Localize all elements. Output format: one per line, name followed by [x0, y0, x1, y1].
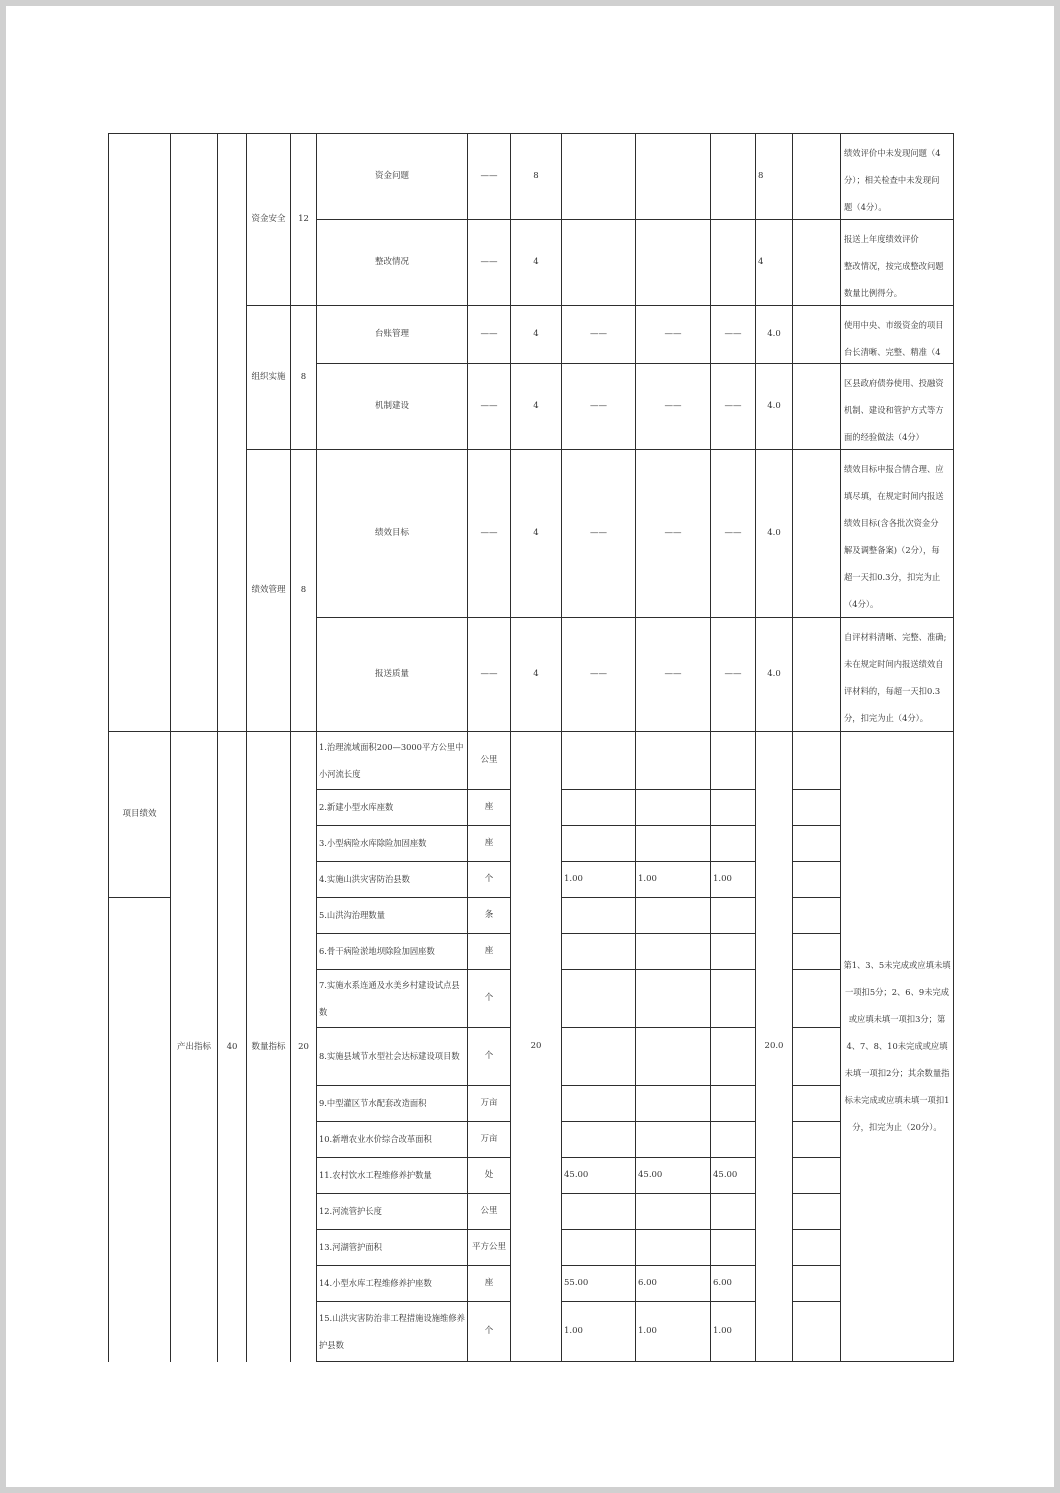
indicator-name: 7.实施水系连通及水美乡村建设试点县数 [316, 969, 468, 1028]
indicator-value-1: —— [561, 305, 636, 364]
quantity-group-result: 20.0 [755, 731, 793, 1362]
indicator-value-3 [710, 1229, 756, 1266]
indicator-deviation [792, 305, 841, 364]
indicator-value-1 [561, 933, 636, 970]
indicator-unit: 个 [467, 1301, 511, 1362]
level1-cell-empty [108, 897, 171, 1362]
indicator-value-1 [561, 1085, 636, 1122]
indicator-result: 8 [755, 133, 793, 220]
indicator-value-1 [561, 731, 636, 790]
indicator-value-3: 6.00 [710, 1265, 756, 1302]
level3-fund-safety: 资金安全 [246, 133, 291, 306]
indicator-value-3 [710, 1027, 756, 1086]
indicator-value-1 [561, 969, 636, 1028]
scoring-rule: 绩效评价中未发现问题（4 分）；相关检查中未发现问 题（4分）。 [840, 133, 954, 220]
indicator-value-3 [710, 789, 756, 826]
indicator-unit: 座 [467, 825, 511, 862]
indicator-unit: 公里 [467, 731, 511, 790]
indicator-name: 15.山洪灾害防治非工程措施设施维修养护县数 [316, 1301, 468, 1362]
level3-perf-mgmt: 绩效管理 [246, 449, 291, 732]
indicator-value-2 [635, 219, 711, 306]
indicator-name: 14.小型水库工程维修养护座数 [316, 1265, 468, 1302]
indicator-value-2 [635, 731, 711, 790]
indicator-value-2 [635, 969, 711, 1028]
indicator-name: 机制建设 [316, 363, 468, 450]
indicator-value-1: —— [561, 617, 636, 732]
scoring-rule: 区县政府债券使用、投融资 机制、建设和管护方式等方 面的经验做法（4分） [840, 363, 954, 450]
weight-cell-continued [217, 133, 247, 732]
indicator-value-2: —— [635, 305, 711, 364]
indicator-result: 4.0 [755, 305, 793, 364]
quantity-group-score: 20 [510, 731, 562, 1362]
indicator-value-2 [635, 825, 711, 862]
indicator-value-1: —— [561, 363, 636, 450]
level2-output: 产出指标 [170, 731, 218, 1362]
indicator-value-1 [561, 789, 636, 826]
indicator-name: 绩效目标 [316, 449, 468, 618]
indicator-deviation [792, 1121, 841, 1158]
scoring-rule: 自评材料清晰、完整、准确; 未在规定时间内报送绩效自 评材料的，每超一天扣0.3 分，扣完为止（4分）。 [840, 617, 954, 732]
indicator-unit: 个 [467, 1027, 511, 1086]
indicator-value-2: —— [635, 617, 711, 732]
indicator-deviation [792, 1265, 841, 1302]
indicator-deviation [792, 363, 841, 450]
indicator-name: 5.山洪沟治理数量 [316, 897, 468, 934]
indicator-value-2 [635, 1193, 711, 1230]
indicator-unit: 公里 [467, 1193, 511, 1230]
indicator-unit: 座 [467, 1265, 511, 1302]
indicator-value-3 [710, 933, 756, 970]
indicator-value-1 [561, 133, 636, 220]
level3-org-impl: 组织实施 [246, 305, 291, 450]
indicator-name: 台账管理 [316, 305, 468, 364]
indicator-value-2 [635, 1027, 711, 1086]
indicator-value-2 [635, 1229, 711, 1266]
indicator-name: 13.河湖管护面积 [316, 1229, 468, 1266]
indicator-name: 11.农村饮水工程维修养护数量 [316, 1157, 468, 1194]
indicator-value-3: 45.00 [710, 1157, 756, 1194]
scoring-rule: 报送上年度绩效评价 整改情况，按完成整改问题 数量比例得分。 [840, 219, 954, 306]
level3-perf-mgmt-score: 8 [290, 449, 317, 732]
indicator-name: 9.中型灌区节水配套改造面积 [316, 1085, 468, 1122]
indicator-value-3 [710, 897, 756, 934]
indicator-value-2 [635, 789, 711, 826]
indicator-deviation [792, 731, 841, 790]
indicator-result: 4 [755, 219, 793, 306]
level1-cell-continued [108, 133, 171, 732]
indicator-value-3: 1.00 [710, 861, 756, 898]
indicator-name: 整改情况 [316, 219, 468, 306]
indicator-unit: 万亩 [467, 1085, 511, 1122]
indicator-value-1: 1.00 [561, 861, 636, 898]
indicator-value-2: 6.00 [635, 1265, 711, 1302]
indicator-unit: 座 [467, 789, 511, 826]
indicator-unit: —— [467, 617, 511, 732]
indicator-name: 10.新增农业水价综合改革面积 [316, 1121, 468, 1158]
indicator-value-1 [561, 1229, 636, 1266]
indicator-name: 报送质量 [316, 617, 468, 732]
indicator-score: 4 [510, 363, 562, 450]
indicator-value-1 [561, 1027, 636, 1086]
indicator-value-1: 45.00 [561, 1157, 636, 1194]
indicator-score: 8 [510, 133, 562, 220]
indicator-deviation [792, 1301, 841, 1362]
indicator-deviation [792, 617, 841, 732]
indicator-unit: 条 [467, 897, 511, 934]
level1-performance: 项目绩效 [108, 731, 171, 898]
indicator-name: 1.治理流域面积200—3000平方公里中小河流长度 [316, 731, 468, 790]
level2-cell-continued [170, 133, 218, 732]
indicator-unit: 个 [467, 969, 511, 1028]
scoring-rule: 绩效目标申报合情合理、应 填尽填，在规定时间内报送 绩效目标(含各批次资金分 解及调整备案)（2分），每 超一天扣0.3分，扣完为止 （4分）。 [840, 449, 954, 618]
indicator-value-3 [710, 969, 756, 1028]
indicator-deviation [792, 1193, 841, 1230]
indicator-value-2 [635, 897, 711, 934]
indicator-unit: —— [467, 363, 511, 450]
indicator-value-3 [710, 219, 756, 306]
indicator-value-1 [561, 825, 636, 862]
indicator-unit: 座 [467, 933, 511, 970]
indicator-result: 4.0 [755, 617, 793, 732]
indicator-result: 4.0 [755, 449, 793, 618]
scoring-rule: 使用中央、市级资金的项目 台长清晰、完整、精准（4 [840, 305, 954, 364]
indicator-value-2 [635, 933, 711, 970]
level3-fund-safety-score: 12 [290, 133, 317, 306]
indicator-value-1 [561, 1193, 636, 1230]
indicator-unit: 处 [467, 1157, 511, 1194]
indicator-value-3: 1.00 [710, 1301, 756, 1362]
level3-quantity: 数量指标 [246, 731, 291, 1362]
indicator-value-3 [710, 731, 756, 790]
document-page [6, 6, 1054, 1487]
indicator-value-2 [635, 1085, 711, 1122]
indicator-deviation [792, 1229, 841, 1266]
indicator-deviation [792, 789, 841, 826]
indicator-value-3 [710, 1121, 756, 1158]
indicator-unit: 个 [467, 861, 511, 898]
indicator-value-2 [635, 133, 711, 220]
indicator-score: 4 [510, 449, 562, 618]
indicator-value-1 [561, 1121, 636, 1158]
level3-org-impl-score: 8 [290, 305, 317, 450]
indicator-deviation [792, 825, 841, 862]
indicator-name: 2.新建小型水库座数 [316, 789, 468, 826]
indicator-score: 4 [510, 219, 562, 306]
indicator-name: 8.实施县域节水型社会达标建设项目数 [316, 1027, 468, 1086]
indicator-value-3: —— [710, 449, 756, 618]
indicator-value-3: —— [710, 363, 756, 450]
indicator-deviation [792, 1027, 841, 1086]
indicator-deviation [792, 449, 841, 618]
indicator-unit: —— [467, 219, 511, 306]
indicator-deviation [792, 1157, 841, 1194]
indicator-unit: —— [467, 305, 511, 364]
indicator-deviation [792, 1085, 841, 1122]
indicator-name: 6.骨干病险淤地坝除险加固座数 [316, 933, 468, 970]
indicator-value-3: —— [710, 305, 756, 364]
indicator-unit: 万亩 [467, 1121, 511, 1158]
indicator-value-1: 55.00 [561, 1265, 636, 1302]
indicator-score: 4 [510, 305, 562, 364]
indicator-value-2: —— [635, 363, 711, 450]
indicator-deviation [792, 933, 841, 970]
indicator-deviation [792, 969, 841, 1028]
indicator-value-3 [710, 1193, 756, 1230]
indicator-result: 4.0 [755, 363, 793, 450]
indicator-deviation [792, 861, 841, 898]
indicator-score: 4 [510, 617, 562, 732]
indicator-value-1: —— [561, 449, 636, 618]
indicator-name: 3.小型病险水库除险加固座数 [316, 825, 468, 862]
indicator-unit: —— [467, 133, 511, 220]
indicator-value-2: 1.00 [635, 1301, 711, 1362]
weight-output: 40 [217, 731, 247, 1362]
indicator-value-2: 45.00 [635, 1157, 711, 1194]
indicator-deviation [792, 133, 841, 220]
indicator-value-1 [561, 219, 636, 306]
indicator-value-1 [561, 897, 636, 934]
indicator-value-3: —— [710, 617, 756, 732]
indicator-value-1: 1.00 [561, 1301, 636, 1362]
indicator-value-3 [710, 1085, 756, 1122]
indicator-unit: —— [467, 449, 511, 618]
quantity-scoring-rule: 第1、3、5未完成或应填未填一项扣5分；2、6、9未完成或应填未填一项扣3分；第4、7、8、10未完成或应填未填一项扣2分；其余数量指标未完成或应填未填一项扣1分，扣完为止（20分）。 [840, 731, 954, 1362]
indicator-name: 12.河流管护长度 [316, 1193, 468, 1230]
indicator-value-3 [710, 825, 756, 862]
indicator-name: 资金问题 [316, 133, 468, 220]
indicator-unit: 平方公里 [467, 1229, 511, 1266]
indicator-value-2 [635, 1121, 711, 1158]
level3-quantity-score: 20 [290, 731, 317, 1362]
indicator-value-2: —— [635, 449, 711, 618]
indicator-name: 4.实施山洪灾害防治县数 [316, 861, 468, 898]
indicator-deviation [792, 219, 841, 306]
indicator-value-3 [710, 133, 756, 220]
indicator-deviation [792, 897, 841, 934]
indicator-value-2: 1.00 [635, 861, 711, 898]
